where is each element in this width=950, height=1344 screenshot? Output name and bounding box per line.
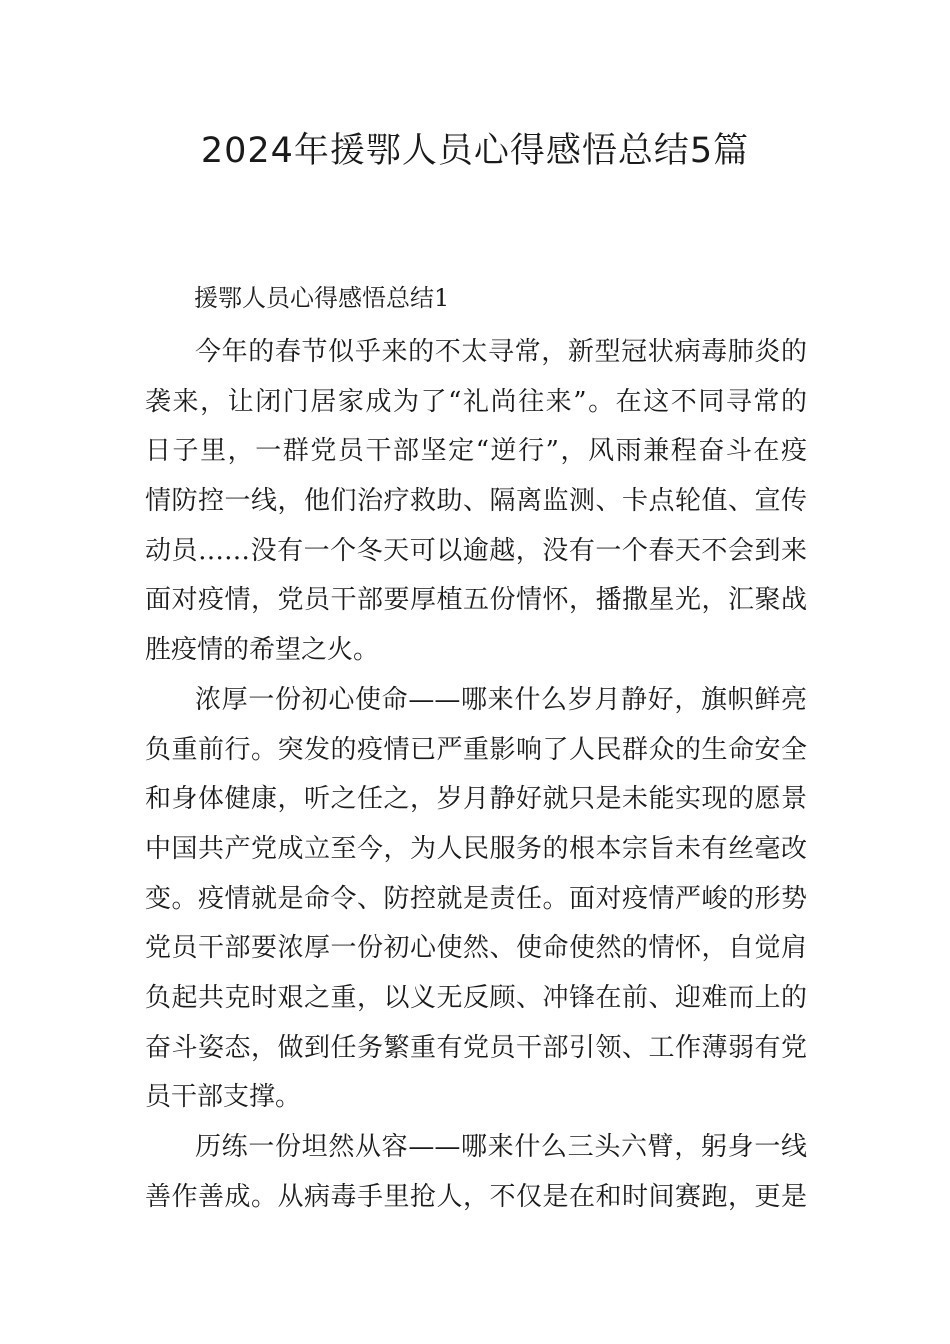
text-line: 奋斗姿态，做到任务繁重有党员干部引领、工作薄弱有党 [145,1032,807,1063]
text-line: 情防控一线，他们治疗救助、隔离监测、卡点轮值、宣传 [145,486,807,517]
text-line: 浓厚一份初心使命——哪来什么岁月静好，旗帜鲜亮 [195,684,807,715]
text-line: 党员干部要浓厚一份初心使然、使命使然的情怀，自觉肩 [145,933,807,964]
text-line: 和身体健康，听之任之，岁月静好就只是未能实现的愿景 [145,784,807,815]
text-line: 员干部支撑。 [145,1082,302,1113]
text-line: 善作善成。从病毒手里抢人，不仅是在和时间赛跑，更是 [145,1181,807,1212]
document-title: 2024年援鄂人员心得感悟总结5篇 [200,131,750,171]
text-line: 负重前行。突发的疫情已严重影响了人民群众的生命安全 [145,734,807,765]
text-line: 历练一份坦然从容——哪来什么三头六臂，躬身一线 [195,1132,807,1162]
body-text [145,328,807,1222]
section-heading: 援鄂人员心得感悟总结1 [194,284,450,312]
text-line: 袭来，让闭门居家成为了“礼尚往来”。在这不同寻常的 [145,386,807,417]
text-line: 变。疫情就是命令、防控就是责任。面对疫情严峻的形势 [145,883,807,914]
text-line: 面对疫情，党员干部要厚植五份情怀，播撒星光，汇聚战 [145,585,807,616]
text-line: 动员……没有一个冬天可以逾越，没有一个春天不会到来 [145,535,807,566]
text-line: 胜疫情的希望之火。 [145,635,380,666]
text-line: 日子里，一群党员干部坚定“逆行”，风雨兼程奋斗在疫 [145,436,807,467]
text-line: 今年的春节似乎来的不太寻常，新型冠状病毒肺炎的 [195,337,807,367]
text-line: 中国共产党成立至今，为人民服务的根本宗旨未有丝毫改 [145,833,807,864]
text-line: 负起共克时艰之重，以义无反顾、冲锋在前、迎难而上的 [145,982,807,1013]
